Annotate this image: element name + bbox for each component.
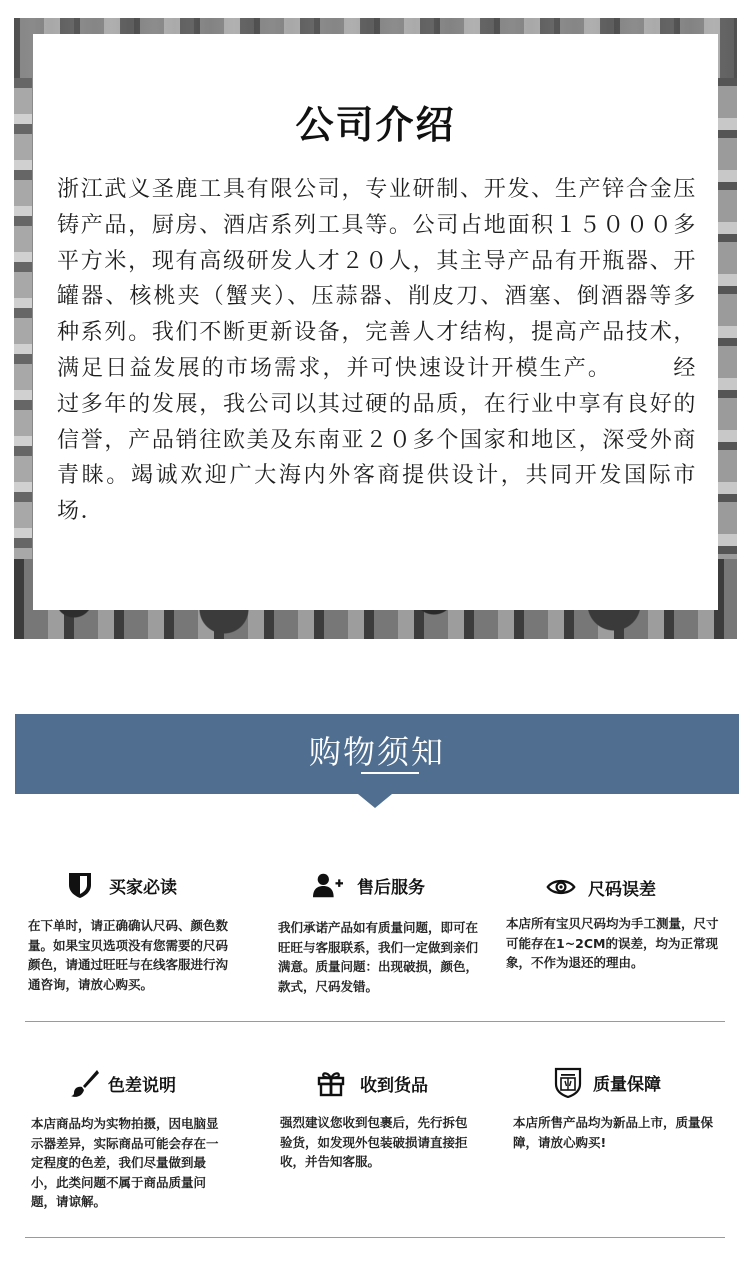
item-title: 色差说明	[108, 1075, 176, 1096]
item-text: 在下单时，请正确确认尺码、颜色数量。如果宝贝选项没有您需要的尺码颜色，请通过旺旺与在线客服进行沟通咨询，请放心购买。	[28, 918, 229, 992]
background-machinery-left	[14, 78, 32, 559]
shopping-notice-title: 购物须知	[308, 733, 445, 771]
item-title: 尺码误差	[588, 879, 656, 900]
item-title: 收到货品	[360, 1075, 428, 1096]
quality-badge-icon	[553, 1067, 583, 1097]
company-intro-card	[33, 34, 718, 610]
company-intro-title: 公司介绍	[295, 103, 456, 147]
background-machinery-right	[715, 78, 737, 559]
paint-brush-icon	[70, 1068, 100, 1098]
item-text: 我们承诺产品如有质量问题，即可在旺旺与客服联系，我们一定做到亲们满意。质量问题：出现破损，颜色，款式，尺码发错。	[278, 920, 479, 994]
eye-icon	[546, 872, 576, 902]
item-title: 质量保障	[593, 1074, 661, 1095]
item-text: 本店商品均为实物拍摄，因电脑显示器差异，实际商品可能会存在一定程度的色差，我们尽量做到最小，此类问题不属于商品质量问题，请谅解。	[31, 1116, 219, 1209]
section-divider	[25, 1237, 725, 1238]
gift-icon	[316, 1068, 346, 1098]
banner-pointer-arrow	[358, 794, 392, 808]
item-text: 本店所售产品均为新品上市，质量保障，请放心购买!	[513, 1115, 714, 1150]
item-title: 买家必读	[109, 877, 177, 898]
company-intro-text: 浙江武义圣鹿工具有限公司，专业研制、开发、生产锌合金压铸产品，厨房、酒店系列工具等。公司占地面积１５０００多平方米，现有高级研发人才２０人，其主导产品有开瓶器、开罐器、核桃夹（蟹夹）、压蒜器、削皮刀、酒塞、倒酒器等多种系列。我们不断更新设备，完善人才结构，提高产品技术，满足日益发展的市场需求，并可快速设计开模生产。 经过多年的发展，我公司以其过硬的品质，在行业中享有良好的信誉，产品销往欧美及东南亚２０多个国家和地区，深受外商青睐。竭诚欢迎广大海内外客商提供设计，共同开发国际市场．	[57, 177, 697, 525]
item-text: 强烈建议您收到包裹后，先行拆包验货，如发现外包装破损请直接拒收，并告知客服。	[280, 1115, 468, 1169]
section-divider	[25, 1021, 725, 1022]
shield-icon	[65, 870, 95, 900]
add-user-icon	[313, 870, 343, 900]
shopping-notice-banner	[15, 714, 739, 794]
item-text: 本店所有宝贝尺码均为手工测量，尺寸可能存在1~2CM的误差，均为正常现象，不作为退还的理由。	[506, 916, 719, 970]
item-title: 售后服务	[357, 877, 425, 898]
title-underline	[361, 772, 419, 774]
